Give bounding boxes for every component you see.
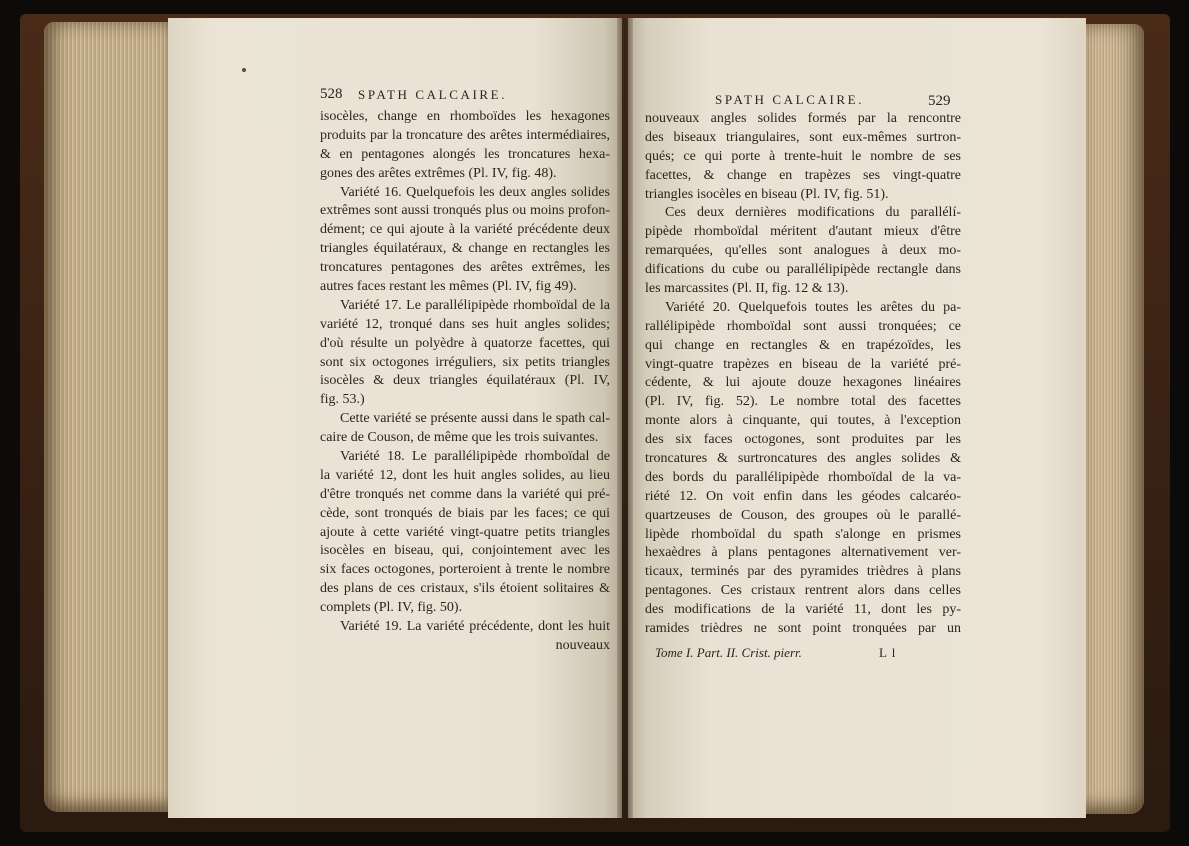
text-line: qui change en rectangles & en trapézoïdes, les xyxy=(645,337,961,353)
text-line: des six faces octogones, sont produites par les xyxy=(645,432,961,448)
left-running-head xyxy=(320,86,610,108)
text-line: hexaèdres à plans pentagones alternativement ver- xyxy=(645,545,961,561)
text-line: nouveaux xyxy=(555,637,610,653)
right-page-number: 529 xyxy=(928,93,951,109)
text-line: complets (Pl. IV, fig. 50). xyxy=(320,600,463,616)
text-line: vingt-quatre trapèzes en biseau de la variété pré- xyxy=(645,356,961,372)
text-line: ticaux, terminés par des pyramides trièdres à plans xyxy=(645,564,961,580)
left-page-number: 528 xyxy=(320,86,343,102)
page-edges-right xyxy=(1082,24,1144,814)
text-line: & en pentagones alongés les troncatures hexa- xyxy=(320,146,610,162)
left-page xyxy=(168,18,622,818)
text-line: isocèles & deux triangles équilatéraux (Pl. IV, xyxy=(320,373,610,389)
right-page xyxy=(628,18,1086,818)
right-text-block xyxy=(645,88,961,665)
text-line: les marcassites (Pl. II, fig. 12 & 13). xyxy=(645,281,849,297)
text-line: six faces octogones, porteroient à trente le nombre xyxy=(320,562,610,578)
text-line: rallélipipède rhomboïdal sont aussi tronquées; ce xyxy=(645,318,961,334)
text-line: ajoute à cette variété vingt-quatre petits triangles xyxy=(320,524,610,540)
text-line: produits par la troncature des arêtes intermédiaires, xyxy=(320,127,610,143)
text-line: remarquées, qu'elles sont analogues à deux mo- xyxy=(645,243,961,259)
text-line: triangles équilatéraux, & change en rectangles les xyxy=(320,241,610,257)
text-line: la variété 12, dont les huit angles solides, au lieu xyxy=(320,467,610,483)
text-line: autres faces restant les mêmes (Pl. IV, fig 49). xyxy=(320,279,577,295)
text-line: des bords du parallélipipède rhomboïdal de la va- xyxy=(645,469,961,485)
text-line: des biseaux triangulaires, sont eux-mêmes surtron- xyxy=(645,129,961,145)
text-line: sont six octogones irréguliers, six petits triangles xyxy=(320,354,610,370)
text-line: d'où résulte un polyèdre à quatorze facettes, qui xyxy=(320,335,610,351)
text-line: riété 12. On voit enfin dans les géodes calcaréo- xyxy=(645,488,961,504)
text-line: Variété 19. La variété précédente, dont les huit xyxy=(340,619,610,635)
text-line: isocèles en biseau, qui, conjointement avec les xyxy=(320,543,610,559)
text-line: triangles isocèles en biseau (Pl. IV, fig. 51). xyxy=(645,186,889,202)
text-line: Cette variété se présente aussi dans le spath cal- xyxy=(340,411,610,427)
right-running-title: SPATH CALCAIRE. xyxy=(715,92,865,107)
text-line: cède, sont tronqués de biais par les faces; ce qui xyxy=(320,505,610,521)
left-text-lines xyxy=(320,108,610,656)
text-line: extrêmes sont aussi tronqués plus ou moins profon- xyxy=(320,203,610,219)
text-line: Variété 16. Quelquefois les deux angles solides xyxy=(340,184,610,200)
text-line: monte alors à cinquante, qui toutes, à l'exception xyxy=(645,413,961,429)
right-text-lines xyxy=(645,110,961,639)
text-line: Variété 17. Le parallélipipède rhomboïdal de la xyxy=(340,297,610,313)
text-line: Ces deux dernières modifications du parallélí- xyxy=(665,205,961,221)
text-line: troncatures pentagones des arêtes extrêmes, les xyxy=(320,260,610,276)
text-line: Variété 18. Le parallélipipède rhomboïdal de xyxy=(340,449,610,465)
text-line: isocèles, change en rhomboïdes les hexagones xyxy=(320,109,610,124)
text-line: dément; ce qui ajoute à la variété précédente deux xyxy=(320,222,610,238)
text-line: troncatures & surtroncatures des angles solides & xyxy=(645,451,961,467)
text-line: d'être tronqués net comme dans la variété qui pré- xyxy=(320,486,610,502)
text-line: ramides trièdres ne sont point tronquées par un xyxy=(645,621,961,637)
text-line: fig. 53.) xyxy=(320,392,365,408)
right-page-footer xyxy=(645,645,961,665)
text-line: nouveaux angles solides formés par la rencontre xyxy=(645,111,961,126)
text-line: gones des arêtes extrêmes (Pl. IV, fig. 48). xyxy=(320,165,557,181)
text-line: Variété 20. Quelquefois toutes les arêtes du pa- xyxy=(665,299,961,315)
right-running-head xyxy=(645,88,961,110)
left-text-block xyxy=(320,86,610,656)
book-gutter xyxy=(617,18,633,818)
text-line: difications du cube ou parallélipipède rectangle dans xyxy=(645,262,961,278)
left-running-title: SPATH CALCAIRE. xyxy=(358,87,508,102)
text-line: pipède rhomboïdal méritent d'autant mieux d'être xyxy=(645,224,961,240)
text-line: pentagones. Ces cristaux rentrent alors dans celles xyxy=(645,583,961,599)
text-line: des plans de ces cristaux, s'ils étoient solitaires & xyxy=(320,581,610,597)
text-line: (Pl. IV, fig. 52). Le nombre total des facettes xyxy=(645,394,961,410)
text-line: quartzeuses de Couson, des groupes où le parallé- xyxy=(645,507,961,523)
page-edges-left xyxy=(44,22,172,812)
text-line: lipède rhomboïdal du spath s'alonge en prismes xyxy=(645,526,961,542)
text-line: caire de Couson, de même que les trois suivantes. xyxy=(320,430,599,446)
text-line: cédente, & lui ajoute douze hexagones linéaires xyxy=(645,375,961,391)
text-line: variété 12, tronqué dans ses huit angles solides; xyxy=(320,316,610,332)
signature-mark: L l xyxy=(879,644,897,660)
text-line: des modifications de la variété 11, dont les py- xyxy=(645,602,961,618)
text-line: facettes, & change en trapèzes ses vingt-quatre xyxy=(645,167,961,183)
foxing-spot xyxy=(242,68,246,72)
text-line: qués; ce qui porte à trente-huit le nombre de ses xyxy=(645,148,961,164)
footer-title: Tome I. Part. II. Crist. pierr. xyxy=(655,644,802,660)
